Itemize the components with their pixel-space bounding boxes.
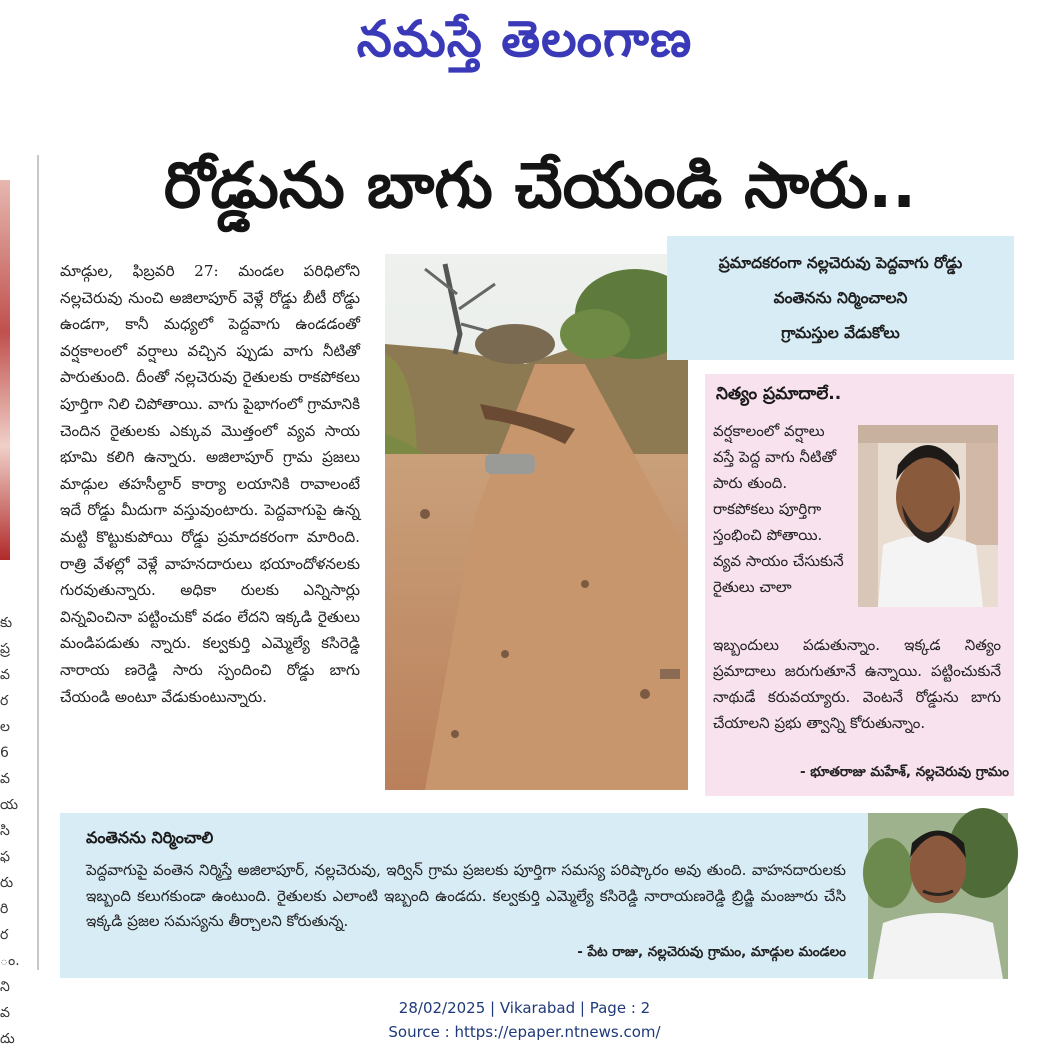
damaged-road-photo <box>385 254 688 790</box>
quote-text-mahesh-part1: వర్షకాలంలో వర్షాలు వస్తే పెద్ద వాగు నీటితో పారు తుంది. రాకపోకలు పూర్తిగా స్తంభించి పోతాయి. వ్యవ సాయం చేసుకునే రైతులు చాలా <box>713 422 844 596</box>
previous-column-glyph: రి <box>0 901 9 917</box>
subheadline-line-3: గ్రామస్తుల వేడుకోలు <box>781 324 900 342</box>
column-divider <box>37 155 39 970</box>
previous-column-text <box>0 610 20 1052</box>
previous-column-glyph: య <box>0 797 19 813</box>
footer-date-edition: 28/02/2025 | Vikarabad | Page : 2 <box>398 999 651 1017</box>
subheadline-line-2: వంతెనను నిర్మించాలని <box>773 289 908 307</box>
mahesh-portrait-photo <box>858 425 998 607</box>
road-photo-illustration <box>385 254 688 790</box>
previous-column-glyph: ర <box>0 693 9 709</box>
article-body: మాడ్గుల, ఫిబ్రవరి 27: మండల పరిధిలోని నల్లచెరువు నుంచి అజిలాపూర్ వెళ్లే రోడ్డు బీటీ రోడ్డు ఉండగా, కానీ మధ్యలో పెద్దవాగు ఉండడంతో వర్షకాలంలో వర్షాలు వచ్చిన ప్పుడు వాగు నీటితో పారుతుంది. దీంతో నల్లచెరువు రైతులకు రాకపోకలు పూర్తిగా నిలి చిపోతాయి. వాగు పైభాగంలో గ్రామానికి చెందిన రైతులకు ఎక్కువ మొత్తంలో వ్యవ సాయ భూమి కలిగి ఉన్నారు. అజిలాపూర్ గ్రామ ప్రజలు మాడ్గుల తహసీల్దార్ కార్యా లయానికి రావాలంటే ఇదే రోడ్డు మీదుగా వస్తువుంటారు. పెద్దవాగుపై ఉన్న మట్టి కొట్టుకుపోయి రోడ్డు ప్రమాదకరంగా మారింది. రాత్రి వేళల్లో వెళ్లే వాహనదారులు భయాందోళనలకు గురవుతున్నారు. అధికా రులకు ఎన్నిసార్లు విన్నవించినా పట్టించుకో వడం లేదని ఇక్కడి రైతులు మండిపడుతు న్నారు. కల్వకుర్తి ఎమ్మెల్యే కసిరెడ్డి నారాయ ణరెడ్డి సారు స్పందించి రోడ్డు బాగు చేయండి అంటూ వేడుకుంటున్నారు. <box>60 262 360 706</box>
previous-column-glyph: ప్ర <box>0 641 10 657</box>
peta-raju-portrait-photo <box>868 813 1008 979</box>
previous-column-glyph: వ <box>0 667 10 683</box>
previous-column-glyph: ర <box>0 927 9 943</box>
previous-column-glyph: 6 <box>0 745 9 761</box>
previous-column-glyph: ల <box>0 719 10 735</box>
page-footer <box>0 996 1049 1044</box>
peta-raju-portrait-illustration <box>868 813 1008 979</box>
quote-text-peta-raju: పెద్దవాగుపై వంతెన నిర్మిస్తే అజిలాపూర్, నల్లచెరువు, ఇర్విన్ గ్రామ ప్రజలకు పూర్తిగా సమస్య పరిష్కారం అవు తుంది. వాహనదారులకు ఇబ్బంది కలుగకుండా ఉంటుంది. రైతులకు ఎలాంటి ఇబ్బంది ఉండదు. కల్వకుర్తి ఎమ్మెల్యే కసిరెడ్డి నారాయణరెడ్డి బ్రిడ్జి మంజూరు చేసి ఇక్కడి ప్రజల సమస్యను తీర్చాలని కోరుతున్న. <box>86 861 846 930</box>
previous-column-glyph: కు <box>0 615 13 631</box>
previous-column-glyph: ఫ <box>0 849 10 865</box>
mahesh-portrait-illustration <box>858 425 998 607</box>
previous-column-glyph: వ <box>0 771 10 787</box>
previous-column-glyph: ని <box>0 979 10 995</box>
article-headline: రోడ్డును బాగు చేయండి సారు.. <box>163 149 917 222</box>
quote-attribution-peta-raju: - పేట రాజు, నల్లచెరువు గ్రామం, మాడ్గుల మండలం <box>577 944 846 960</box>
quote-attribution-mahesh: - భూతరాజు మహేశ్, నల్లచెరువు గ్రామం <box>799 764 1009 780</box>
previous-column-fragment <box>0 150 20 1047</box>
quote-title-peta-raju: వంతెనను నిర్మించాలి <box>86 828 214 847</box>
previous-column-glyph: దు <box>0 1031 15 1047</box>
subheadline-line-1: ప్రమాదకరంగా నల్లచెరువు పెద్దవాగు రోడ్డు <box>718 254 963 272</box>
masthead-title: నమస్తే తెలంగాణ <box>356 9 693 68</box>
subheadline-box <box>667 236 1014 360</box>
previous-column-glyph: రు <box>0 875 14 891</box>
quote-title-mahesh: నిత్యం ప్రమాదాలే.. <box>716 384 842 404</box>
previous-column-glyph: వ <box>0 1005 10 1021</box>
previous-column-glyph: సి <box>0 823 10 839</box>
footer-source: Source : https://epaper.ntnews.com/ <box>388 1023 661 1041</box>
quote-text-mahesh-part2: ఇబ్బందులు పడుతున్నాం. ఇక్కడ నిత్యం ప్రమాదాలు జరుగుతూనే ఉన్నాయి. పట్టించుకునే నాథుడే కరువయ్యారు. వెంటనే రోడ్డును బాగు చేయాలని ప్రభు త్వాన్ని కోరుతున్నాం. <box>713 636 1001 732</box>
previous-column-photo <box>0 180 10 560</box>
previous-column-glyph: ం. <box>0 953 20 969</box>
